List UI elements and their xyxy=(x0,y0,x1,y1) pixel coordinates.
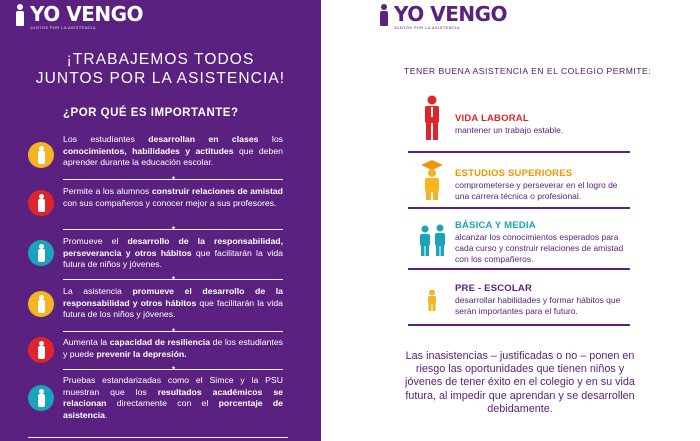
reason-text-regular: que facilitarán la vida futura de los niños y jóvenes. xyxy=(63,297,283,320)
student-figure-icon xyxy=(28,337,54,363)
reason-text-regular: Pruebas estandarizadas como el Simce y la PSU muestran que los xyxy=(63,375,283,397)
page-title xyxy=(0,50,321,88)
title-line-1: ¡TRABAJEMOS TODOS xyxy=(66,51,255,68)
divider xyxy=(28,437,288,438)
logo-figure-icon xyxy=(14,4,26,26)
reason-text xyxy=(63,337,283,360)
benefit-title: VIDA LABORAL xyxy=(455,113,529,124)
benefits-heading: TENER BUENA ASISTENCIA EN EL COLEGIO PERMITE: xyxy=(404,66,652,76)
reason-text-bold: construir relaciones de amistad xyxy=(151,186,283,196)
closing-statement: Las inasistencias – justificadas o no – ponen en riesgo las oportunidades que tienen niños y jóvenes de tener éxito en el colegio y en su vida futura, al impedir que aprendan y se desarrollen debidamente. xyxy=(405,350,635,415)
reason-text-regular: de los estudiantes y puede xyxy=(63,337,283,359)
benefit-title: BÁSICA Y MEDIA xyxy=(455,220,536,231)
separator: ✦ xyxy=(63,229,283,230)
student-figure-icon xyxy=(28,142,54,168)
reason-text-bold: prevenir la depresión. xyxy=(96,348,187,359)
worker-icon xyxy=(422,95,442,146)
reason-text xyxy=(63,236,283,271)
reason-text-regular: los xyxy=(258,134,283,144)
separator: ✦ xyxy=(63,369,283,370)
reason-text-bold: desarrollan en clases xyxy=(148,134,259,144)
benefit-description: comprometerse y perseverar en el logro de una carrera técnica o profesional. xyxy=(455,180,618,201)
student-figure-icon xyxy=(28,385,54,411)
reason-text-bold: capacidad de resiliencia xyxy=(109,337,211,347)
students-icon xyxy=(417,224,449,261)
right-panel xyxy=(344,0,700,441)
student-figure-icon xyxy=(28,291,54,317)
reason-text-bold: promueve el desarrollo de la responsabilidad y otros hábitos xyxy=(63,286,283,308)
reason-text-regular: Permite a los alumnos xyxy=(63,186,152,196)
benefit-title: ESTUDIOS SUPERIORES xyxy=(455,168,573,179)
reason-text-regular: directamente con el xyxy=(106,398,219,409)
left-panel xyxy=(0,0,321,441)
benefit-description: mantener un trabajo estable. xyxy=(455,125,564,135)
reason-text xyxy=(63,375,283,421)
graduate-icon xyxy=(421,160,443,205)
brand-logo-right xyxy=(378,4,507,30)
reason-text-regular: Aumenta la xyxy=(63,337,110,347)
reason-text-bold: porcentaje de asistencia xyxy=(63,398,283,420)
reason-text-regular: Los estudiantes xyxy=(63,134,149,144)
logo-figure-icon xyxy=(378,4,390,26)
reason-text-bold: desarrollo de la responsabilidad, perseverancia y otros hábitos xyxy=(63,236,283,258)
brand-logo xyxy=(14,4,143,30)
reason-text-bold: conocimientos, habilidades y actitudes xyxy=(63,145,234,156)
section-heading: ¿POR QUÉ ES IMPORTANTE? xyxy=(63,107,239,119)
student-figure-icon xyxy=(28,240,54,266)
separator: ✦ xyxy=(63,179,283,180)
reason-text-bold: resultados académicos se relacionan xyxy=(63,386,283,409)
reason-text-regular: La asistencia xyxy=(63,286,133,296)
reason-text-regular: Promueve el xyxy=(63,236,128,246)
reason-text xyxy=(63,186,283,209)
student-figure-icon xyxy=(28,190,54,216)
reason-text xyxy=(63,134,283,169)
title-line-2: JUNTOS POR LA ASISTENCIA! xyxy=(35,70,286,87)
benefit-description: alcanzar los conocimientos esperados para cada curso y construir relaciones de amistad con los compañeros. xyxy=(455,232,624,264)
benefit-description: desarrollar habilidades y formar hábitos que serán importantes para el futuro. xyxy=(455,295,621,316)
brand-name-right: YO VENGO xyxy=(394,2,508,26)
brand-tagline-right: JUNTOS POR LA ASISTENCIA xyxy=(394,25,460,30)
separator: ✦ xyxy=(63,279,283,280)
reason-text xyxy=(63,286,283,321)
reason-text-regular: que deben aprender durante la educación escolar. xyxy=(63,145,283,168)
reason-text-regular: con sus compañeros y conocer mejor a sus profesores. xyxy=(63,197,277,208)
separator: ✦ xyxy=(63,331,283,332)
benefit-title: PRE - ESCOLAR xyxy=(455,283,533,294)
reason-text-regular: que facilitarán la vida futura de niños y jóvenes. xyxy=(63,247,284,270)
brand-tagline: JUNTOS POR LA ASISTENCIA xyxy=(30,25,96,30)
reason-text-regular: . xyxy=(105,409,108,420)
child-icon xyxy=(426,289,438,316)
brand-name: YO VENGO xyxy=(30,2,144,26)
